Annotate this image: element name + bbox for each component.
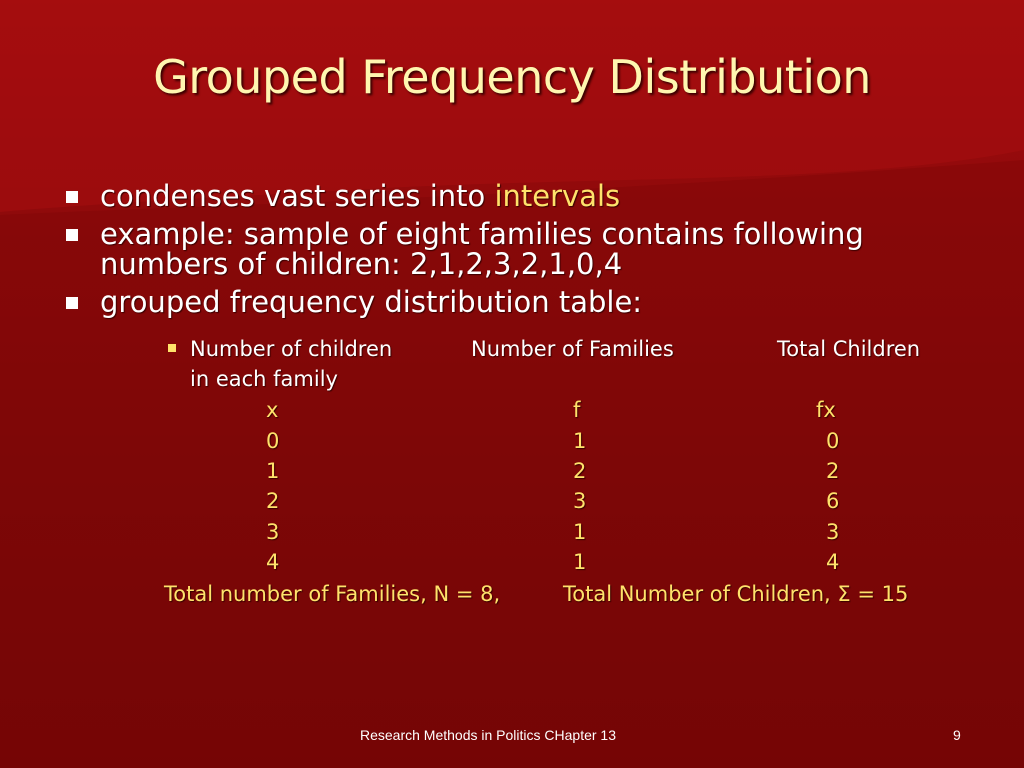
page-number: 9 (953, 727, 961, 743)
header-number-of-families: Number of Families (471, 337, 674, 361)
table-cell: 4 (266, 550, 280, 574)
table-cell: 0 (826, 429, 840, 453)
table-cell: 1 (573, 520, 587, 544)
table-cell: 0 (266, 429, 280, 453)
table-cell: 2 (826, 459, 840, 483)
table-cell: 2 (266, 489, 280, 513)
symbol-fx: fx (816, 398, 836, 422)
total-families: Total number of Families, N = 8, (164, 582, 501, 606)
table-cell: 1 (573, 429, 587, 453)
table-cell: 6 (826, 489, 840, 513)
bullet-highlight: intervals (494, 179, 621, 213)
header-line2: in each family (190, 367, 338, 391)
table-cell: 2 (573, 459, 587, 483)
header-number-of-children: Number of children (190, 337, 393, 361)
table-cell: 3 (266, 520, 280, 544)
symbol-x: x (266, 398, 279, 422)
bullet-text: condenses vast series into (100, 179, 495, 213)
table-cell: 4 (826, 550, 840, 574)
table-cell: 1 (573, 550, 587, 574)
header-total-children: Total Children (777, 337, 921, 361)
table-cell: 3 (826, 520, 840, 544)
table-cell: 1 (266, 459, 280, 483)
table-cell: 3 (573, 489, 587, 513)
sub-bullet-square-icon (168, 344, 176, 352)
footer-text: Research Methods in Politics CHapter 13 (360, 727, 617, 743)
total-children: Total Number of Children, Σ = 15 (563, 582, 909, 606)
bullet-text: grouped frequency distribution table: (100, 285, 643, 319)
slide-title: Grouped Frequency Distribution (153, 50, 871, 104)
symbol-f: f (573, 398, 581, 422)
bullet-text: example: sample of eight families contains following numbers of children: 2,1,2,3,2,1,0,4 (100, 217, 864, 281)
